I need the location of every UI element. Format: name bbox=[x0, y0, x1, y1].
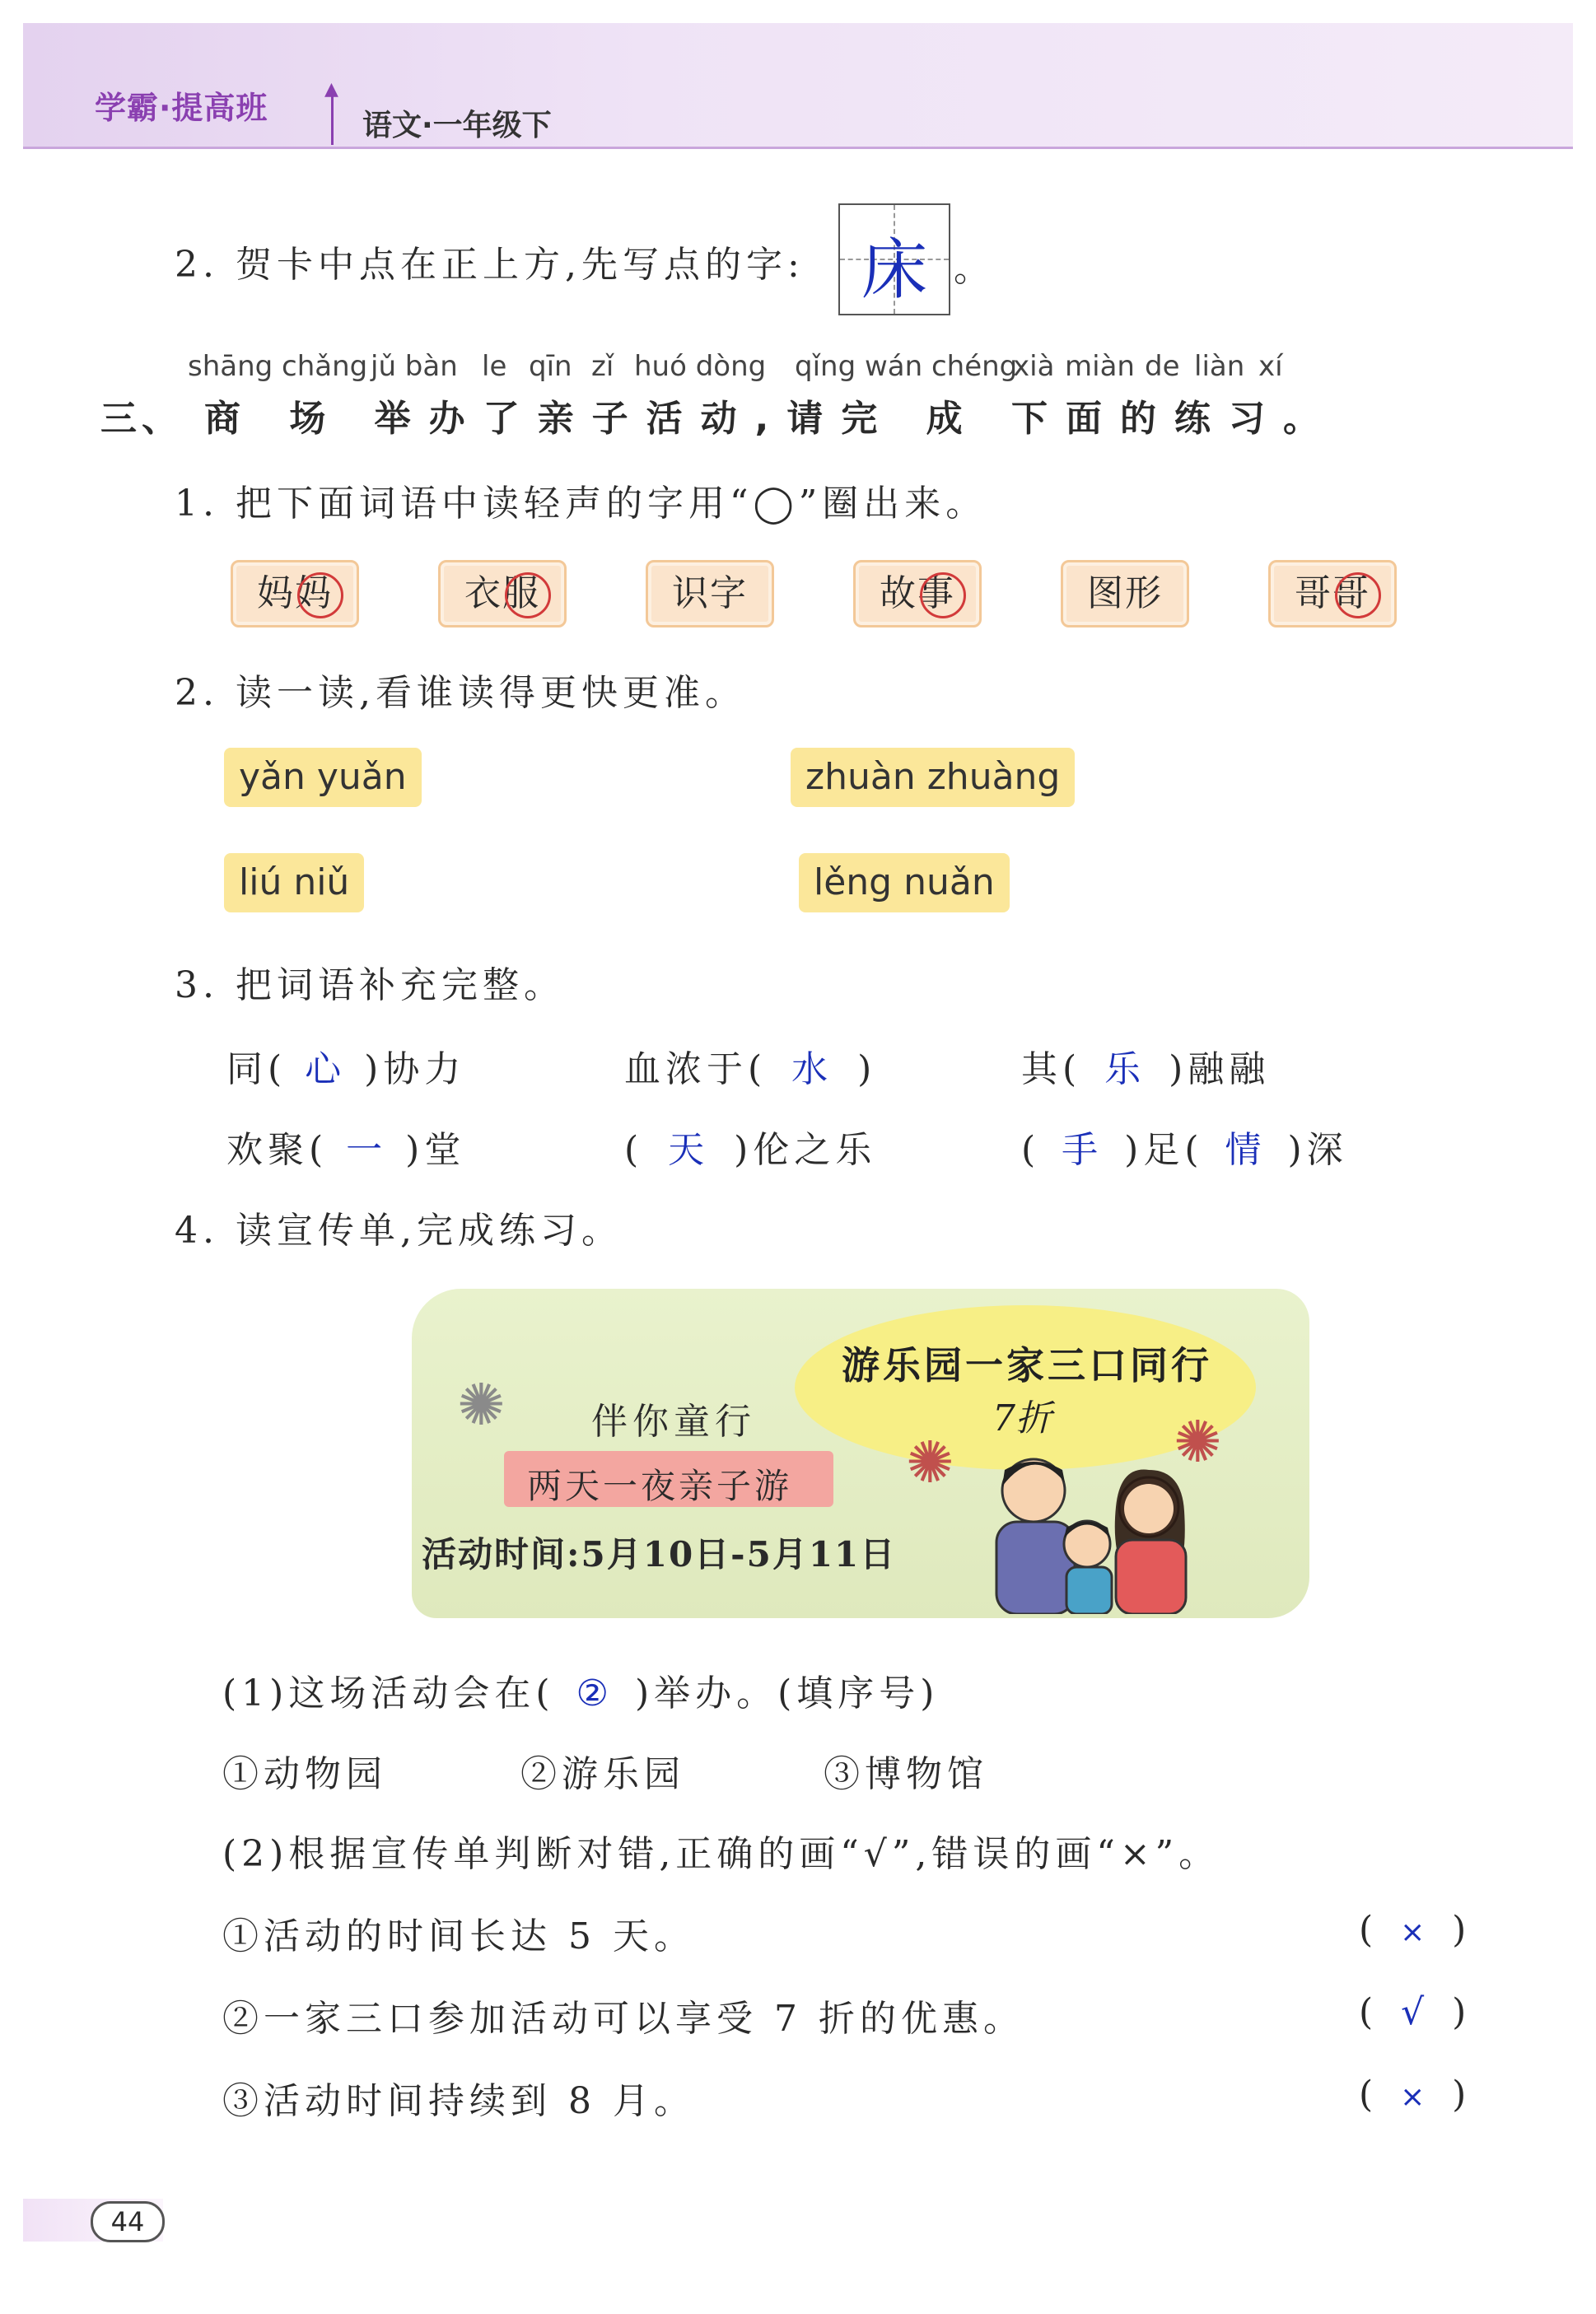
circle-mark bbox=[297, 572, 343, 618]
firework-icon: ✺ bbox=[906, 1429, 954, 1496]
word-text: 故事 bbox=[880, 572, 955, 614]
option: ②游乐园 bbox=[520, 1753, 685, 1795]
idiom-answer: 情 bbox=[1225, 1129, 1267, 1171]
option: ③博物馆 bbox=[824, 1753, 988, 1795]
judge-bracket: ( × ) bbox=[1359, 2074, 1472, 2116]
idiom-answer: 乐 bbox=[1104, 1048, 1146, 1090]
flyer-time: 活动时间:5月10日-5月11日 bbox=[422, 1534, 897, 1575]
pinyin: qīn bbox=[529, 350, 572, 383]
judge-answer: × bbox=[1400, 1915, 1430, 1949]
q2-read-prompt: 2. 读一读,看谁读得更快更准。 bbox=[175, 672, 746, 714]
idiom: 血浓于( 水 ) bbox=[624, 1048, 877, 1090]
circle-mark bbox=[920, 572, 966, 618]
circle-mark bbox=[505, 572, 551, 618]
pinyin: qǐng wán chéng bbox=[795, 350, 1018, 383]
q2-card-prompt: 2. 贺卡中点在正上方,先写点的字: bbox=[175, 244, 805, 286]
word-card bbox=[1268, 560, 1397, 627]
q2-card-end: 。 bbox=[954, 248, 995, 290]
pinyin-pair: yǎn yuǎn bbox=[224, 748, 422, 807]
firework-icon: ✺ bbox=[457, 1371, 506, 1439]
word-text: 衣服 bbox=[464, 572, 540, 614]
judge-item: ①活动的时间长达 5 天。 bbox=[222, 1915, 695, 1957]
idiom-answer: 水 bbox=[791, 1048, 833, 1090]
word-card bbox=[853, 560, 982, 627]
pinyin: xià bbox=[1013, 350, 1055, 383]
word-card bbox=[646, 560, 774, 627]
word-card bbox=[438, 560, 567, 627]
word-card bbox=[231, 560, 359, 627]
pinyin: huó dòng bbox=[634, 350, 767, 383]
word-text: 妈妈 bbox=[257, 572, 333, 614]
firework-icon: ✺ bbox=[1174, 1408, 1222, 1476]
idiom-answer: 心 bbox=[305, 1048, 347, 1090]
judge-answer: √ bbox=[1401, 1991, 1430, 2033]
pinyin: xí bbox=[1258, 350, 1283, 383]
idiom: ( 天 )伦之乐 bbox=[624, 1129, 877, 1171]
idiom: 同( 心 )协力 bbox=[226, 1048, 466, 1090]
idiom: ( 手 )足( 情 )深 bbox=[1021, 1129, 1348, 1171]
brand-title: 学霸·提高班 bbox=[95, 90, 268, 126]
flyer-bubble-line1: 游乐园一家三口同行 bbox=[842, 1343, 1212, 1388]
judge-item: ②一家三口参加活动可以享受 7 折的优惠。 bbox=[222, 1998, 1024, 2040]
pinyin: miàn bbox=[1065, 350, 1135, 383]
flyer-bubble-line2: 7折 bbox=[992, 1397, 1052, 1439]
pinyin-pair: lěng nuǎn bbox=[799, 853, 1010, 912]
pinyin: jǔ bàn bbox=[371, 350, 458, 383]
idiom-answer: 手 bbox=[1062, 1129, 1104, 1171]
pinyin: zǐ bbox=[591, 350, 614, 383]
q3-prompt: 3. 把词语补充完整。 bbox=[175, 964, 565, 1006]
q1-prompt: 1. 把下面词语中读轻声的字用“◯”圈出来。 bbox=[175, 483, 987, 525]
q2-card-answer: 床 bbox=[861, 231, 927, 308]
flyer-title: 伴你童行 bbox=[591, 1401, 756, 1443]
q4-prompt: 4. 读宣传单,完成练习。 bbox=[175, 1210, 623, 1252]
arrow-up-icon: ▲ bbox=[324, 79, 338, 100]
idiom-answer: 一 bbox=[346, 1129, 388, 1171]
circle-mark bbox=[1335, 572, 1381, 618]
pinyin: de bbox=[1145, 350, 1180, 383]
word-text: 识字 bbox=[672, 572, 748, 614]
pinyin: liàn bbox=[1194, 350, 1245, 383]
word-card bbox=[1061, 560, 1189, 627]
family-illustration bbox=[972, 1449, 1219, 1614]
page-number: 44 bbox=[91, 2201, 165, 2242]
idiom-answer: 天 bbox=[668, 1129, 710, 1171]
judge-answer: × bbox=[1400, 2080, 1430, 2114]
sub2-prompt: (2)根据宣传单判断对错,正确的画“√”,错误的画“×”。 bbox=[222, 1833, 1220, 1875]
pinyin: shāng chǎng bbox=[188, 350, 368, 383]
word-text: 哥哥 bbox=[1295, 572, 1370, 614]
option: ①动物园 bbox=[222, 1753, 387, 1795]
flyer-banner: 两天一夜亲子游 bbox=[527, 1466, 793, 1506]
sub1-answer: ② bbox=[576, 1673, 614, 1715]
subject-title: 语文·一年级下 bbox=[362, 109, 552, 142]
idiom: 欢聚( 一 )堂 bbox=[226, 1129, 466, 1171]
section-number: 三、 bbox=[100, 398, 183, 440]
section-title: 商 场 举办了亲子活动,请完 成 下面的练习。 bbox=[204, 398, 1337, 440]
judge-bracket: ( × ) bbox=[1359, 1909, 1472, 1951]
pinyin-pair: liú niǔ bbox=[224, 853, 364, 912]
judge-bracket: ( √ ) bbox=[1359, 1991, 1472, 2033]
idiom: 其( 乐 )融融 bbox=[1021, 1048, 1271, 1090]
sub1-question: (1)这场活动会在( ② )举办。(填序号) bbox=[222, 1673, 940, 1715]
judge-item: ③活动时间持续到 8 月。 bbox=[222, 2080, 695, 2122]
tianzige-box bbox=[838, 203, 950, 315]
pinyin-pair: zhuàn zhuàng bbox=[791, 748, 1075, 807]
word-text: 图形 bbox=[1087, 572, 1163, 614]
pinyin: le bbox=[482, 350, 507, 383]
